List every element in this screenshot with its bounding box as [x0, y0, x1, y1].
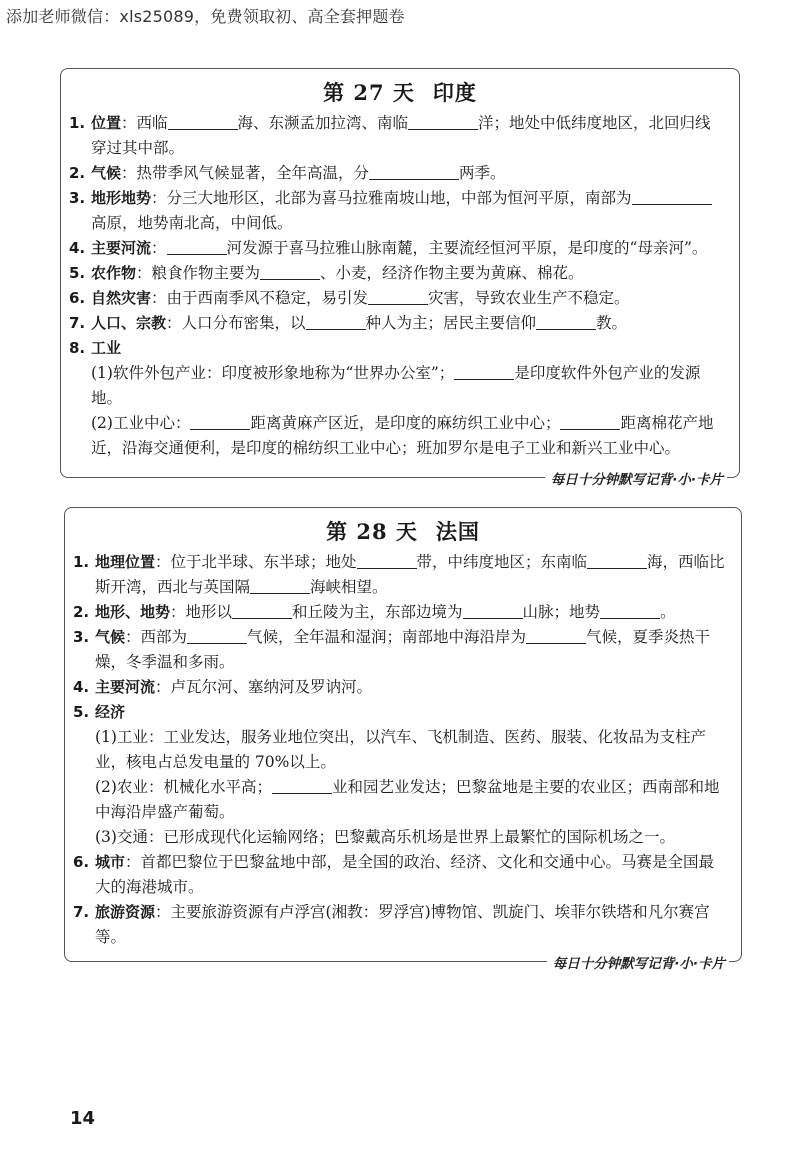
list-item-location [65, 550, 741, 600]
fill-blank[interactable] [232, 600, 292, 619]
item-text: 山脉；地势 [522, 603, 601, 621]
sub-item-text: (1)工业：工业发达，服务业地位突出，以汽车、飞机制造、医药、服装、化妆品为支柱产业，核电占总发电量的 70%以上。 [95, 728, 706, 771]
fill-blank[interactable] [357, 550, 417, 569]
item-number: 4. [73, 678, 90, 696]
item-number: 2. [73, 603, 90, 621]
item-number: 2. [69, 164, 86, 182]
sub-item-text: (2)农业：机械化水平高； [95, 778, 272, 796]
item-text: ：粮食作物主要为 [136, 264, 261, 282]
sub-item-text: (3)交通：已形成现代化运输网络；巴黎戴高乐机场是世界上最繁忙的国际机场之一。 [95, 828, 675, 846]
item-keyword: 人口、宗教 [91, 314, 167, 332]
item-text: ：分三大地形区，北部为喜马拉雅南坡山地，中部为恒河平原，南部为 [151, 189, 632, 207]
sub-item-industrial-centers [61, 411, 739, 461]
fill-blank[interactable] [250, 575, 310, 594]
item-text: ：首都巴黎位于巴黎盆地中部，是全国的政治、经济、文化和交通中心。马赛是全国最大的海港城市。 [95, 853, 715, 896]
card-title [65, 516, 741, 546]
card-topic-title: 印度 [432, 80, 477, 105]
fill-blank[interactable] [260, 261, 320, 280]
item-text: 高原，地势南北高，中间低。 [91, 214, 293, 232]
item-keyword: 经济 [95, 703, 126, 721]
item-number: 3. [73, 628, 90, 646]
fill-blank[interactable] [560, 411, 620, 430]
item-keyword: 地形地势 [91, 189, 152, 207]
sub-item-transport [65, 825, 741, 850]
item-text: 海峡相望。 [310, 578, 388, 596]
sub-item-software [61, 361, 739, 411]
item-text: 。 [660, 603, 676, 621]
item-keyword: 农作物 [91, 264, 137, 282]
item-text: 种人为主；居民主要信仰 [365, 314, 537, 332]
item-text: ：卢瓦尔河、塞纳河及罗讷河。 [155, 678, 373, 696]
item-keyword: 旅游资源 [95, 903, 156, 921]
sub-item-text: (2)工业中心： [91, 414, 191, 432]
fill-blank[interactable] [526, 625, 586, 644]
item-text: 海、东濒孟加拉湾、南临 [237, 114, 409, 132]
item-text: 气候，全年温和湿润；南部地中海沿岸为 [247, 628, 527, 646]
sub-item-text: 业和园艺业发达；巴黎盆地是主要的农业区；西南部和地中海沿岸盛产葡萄。 [95, 778, 720, 821]
list-item-terrain [65, 600, 741, 625]
sub-item-agriculture [65, 775, 741, 825]
item-text: 河发源于喜马拉雅山脉南麓，主要流经恒河平原，是印度的“母亲河”。 [226, 239, 708, 257]
card-footer-tag: 每日十分钟默写记背·小·卡片 [545, 468, 727, 488]
list-item-population-religion [61, 311, 739, 336]
item-text: 灾害，导致农业生产不稳定。 [428, 289, 630, 307]
item-text: 和丘陵为主，东部边境为 [292, 603, 463, 621]
fill-blank[interactable] [463, 600, 523, 619]
list-item-cities [65, 850, 741, 900]
fill-blank[interactable] [368, 286, 428, 305]
sub-item-text: 距离黄麻产区近，是印度的麻纺织工业中心； [250, 414, 561, 432]
card-topic-title: 法国 [435, 519, 480, 544]
item-keyword: 自然灾害 [91, 289, 152, 307]
card-day-label: 第 28 天 [326, 519, 418, 544]
list-item-rivers [61, 236, 739, 261]
sub-item-text: (1)软件外包产业：印度被形象地称为“世界办公室”； [91, 364, 455, 382]
sub-item-text: 距离棉花产地近，沿海交通便利，是印度的棉纺织工业中心；班加罗尔是电子工业和新兴工业中心。 [91, 414, 714, 457]
card-title [61, 77, 739, 107]
item-text: ：西临 [121, 114, 168, 132]
item-text: 、小麦，经济作物主要为黄麻、棉花。 [320, 264, 584, 282]
fill-blank[interactable] [408, 111, 478, 130]
item-text: 洋；地处中低纬度地区，北回归线穿过其中部。 [91, 114, 711, 157]
item-number: 5. [69, 264, 86, 282]
card-day27-india [60, 68, 740, 488]
fill-blank[interactable] [168, 111, 238, 130]
list-item-economy [65, 700, 741, 725]
fill-blank[interactable] [536, 311, 596, 330]
item-text: ：主要旅游资源有卢浮宫(湘教：罗浮宫)博物馆、凯旋门、埃菲尔铁塔和凡尔赛宫等。 [95, 903, 710, 946]
item-text: 气候，夏季炎热干燥，冬季温和多雨。 [95, 628, 711, 671]
fill-blank[interactable] [272, 775, 332, 794]
fill-blank[interactable] [600, 600, 660, 619]
page-number: 14 [70, 1108, 96, 1129]
list-item-rivers [65, 675, 741, 700]
item-text: 教。 [596, 314, 628, 332]
header-watermark-note: 添加老师微信：xls25089，免费领取初、高全套押题卷 [6, 7, 405, 26]
sub-item-text: 是印度软件外包产业的发源地。 [91, 364, 701, 407]
item-number: 4. [69, 239, 86, 257]
fill-blank[interactable] [187, 625, 247, 644]
card-day-label: 第 27 天 [323, 80, 415, 105]
list-item-climate [61, 161, 739, 186]
item-number: 7. [73, 903, 90, 921]
list-item-location [61, 111, 739, 161]
item-number: 3. [69, 189, 86, 207]
item-text: ：热带季风气候显著，全年高温，分 [121, 164, 370, 182]
fill-blank[interactable] [369, 161, 459, 180]
item-number: 5. [73, 703, 90, 721]
item-keyword: 地理位置 [95, 553, 156, 571]
card-footer-tag: 每日十分钟默写记背·小·卡片 [547, 952, 729, 972]
fill-blank[interactable] [306, 311, 366, 330]
item-keyword: 主要河流 [95, 678, 156, 696]
item-text: ：西部为 [125, 628, 188, 646]
list-item-tourism [65, 900, 741, 950]
item-text: ：地形以 [170, 603, 233, 621]
item-text: ： [151, 239, 167, 257]
fill-blank[interactable] [190, 411, 250, 430]
item-number: 1. [73, 553, 90, 571]
item-keyword: 气候 [91, 164, 122, 182]
item-number: 1. [69, 114, 86, 132]
item-text: ：人口分布密集，以 [166, 314, 306, 332]
list-item-crops [61, 261, 739, 286]
list-item-climate [65, 625, 741, 675]
fill-blank[interactable] [587, 550, 647, 569]
item-keyword: 工业 [91, 339, 122, 357]
item-number: 6. [69, 289, 86, 307]
card-day28-france [64, 507, 742, 972]
fill-blank[interactable] [632, 186, 712, 205]
fill-blank[interactable] [454, 361, 514, 380]
list-item-industry [61, 336, 739, 361]
item-text: 带，中纬度地区；东南临 [416, 553, 588, 571]
item-keyword: 城市 [95, 853, 126, 871]
fill-blank[interactable] [167, 236, 227, 255]
item-keyword: 位置 [91, 114, 122, 132]
item-text: 海，西临比斯开湾，西北与英国隔 [95, 553, 725, 596]
item-keyword: 地形、地势 [95, 603, 171, 621]
item-text: ：由于西南季风不稳定，易引发 [151, 289, 369, 307]
item-text: 两季。 [459, 164, 506, 182]
item-keyword: 气候 [95, 628, 126, 646]
sub-item-industry [65, 725, 741, 775]
item-text: ：位于北半球、东半球；地处 [155, 553, 357, 571]
list-item-disasters [61, 286, 739, 311]
item-number: 8. [69, 339, 86, 357]
item-number: 7. [69, 314, 86, 332]
list-item-terrain [61, 186, 739, 236]
item-keyword: 主要河流 [91, 239, 152, 257]
item-number: 6. [73, 853, 90, 871]
